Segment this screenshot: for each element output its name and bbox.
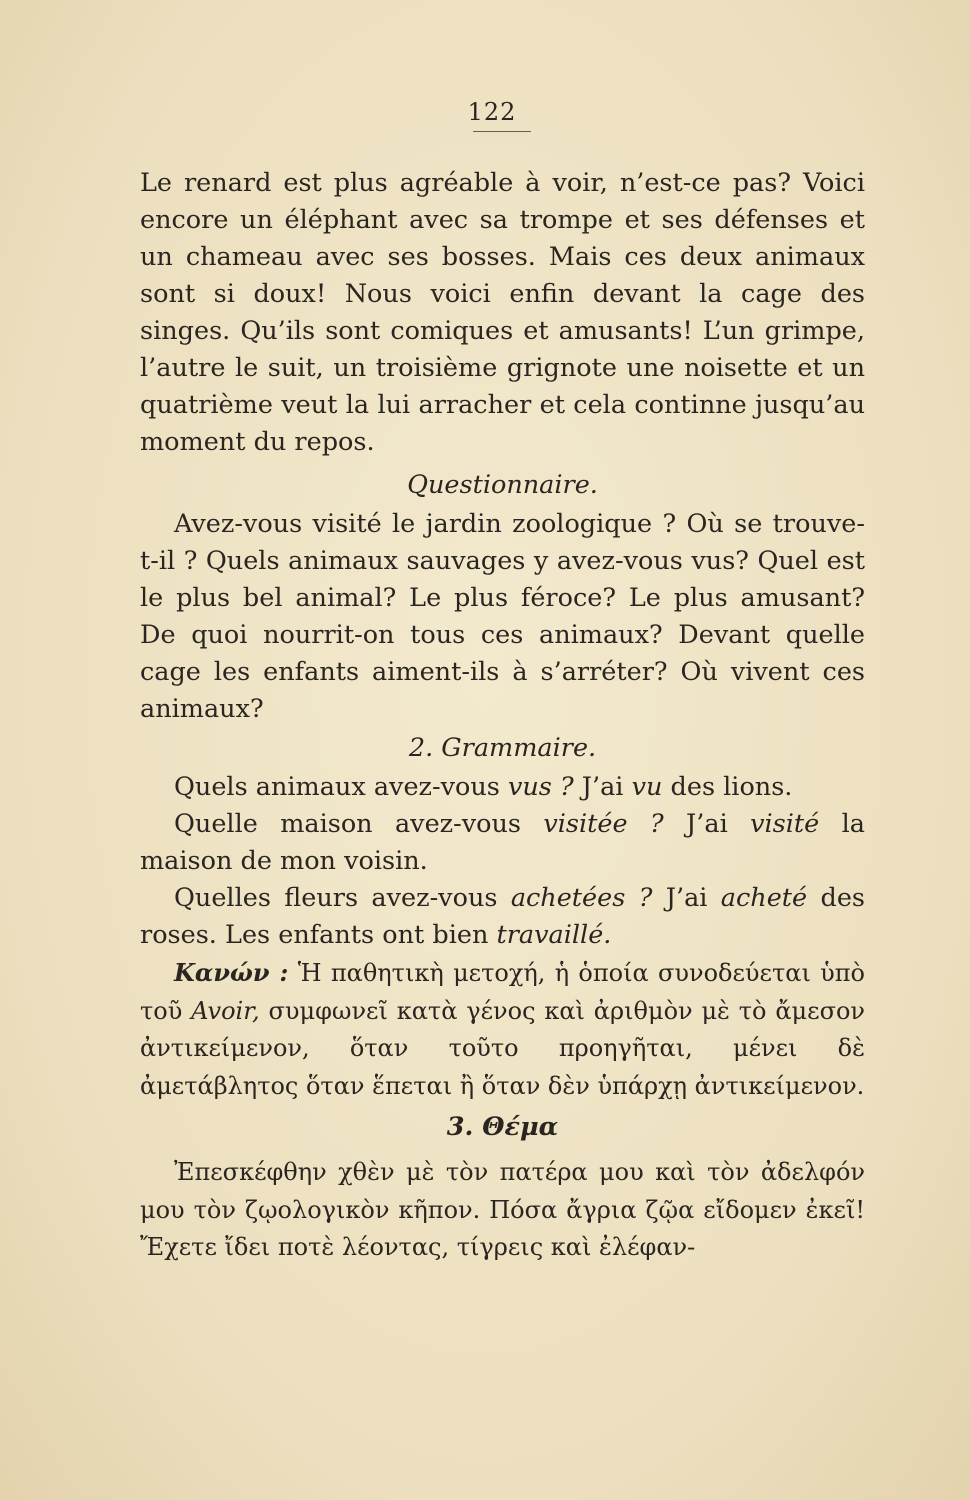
heading-grammaire: 2. Grammaire. <box>408 733 597 763</box>
grammar-text: Quels animaux avez-vous <box>174 772 508 802</box>
heading-thema: 3. Θέμα <box>446 1112 559 1142</box>
grammar-text: Quelle maison avez-vous <box>174 809 544 839</box>
grammar-text: la maison de mon voisin. <box>140 809 865 876</box>
grammar-emphasis: acheté <box>720 883 808 913</box>
thema-text: Ἐπεσκέφθην χθὲν μὲ τὸν πατέρα μου καὶ τὸν ἀδελφόν μου τὸν ζῳολογικὸν κῆπον. Πόσα ἄγρια ζῷα εἴδομεν ἐκεῖ! Ἔχετε ἴδει ποτὲ λέοντας, τίγρεις καὶ ἐλέφαν- <box>140 1158 865 1261</box>
grammar-emphasis: visité <box>750 809 820 839</box>
rule-label: Κανών : <box>174 958 289 987</box>
grammar-text: des roses. Les enfants ont bien <box>140 883 866 950</box>
grammar-example-2 <box>140 806 865 880</box>
rule-avoir: Avoir, <box>191 996 260 1025</box>
page-body <box>140 165 865 1267</box>
grammar-rule <box>140 954 865 1105</box>
grammar-text: Quelles fleurs avez-vous <box>174 883 511 913</box>
rule-text: Ἡ παθητικὴ μετοχή, ἡ ὁποία συνοδεύεται ὑπὸ τοῦ <box>140 959 865 1025</box>
grammar-text: des lions. <box>662 772 793 802</box>
grammar-emphasis: vus ? <box>507 772 574 802</box>
page-number: 122 <box>467 98 517 126</box>
grammar-text: J’ai <box>573 772 632 802</box>
page-number-rule <box>473 131 531 132</box>
grammar-emphasis: vu <box>631 772 663 802</box>
grammar-emphasis: travaillé. <box>496 920 612 950</box>
grammar-text: J’ai <box>652 883 721 913</box>
heading-questionnaire: Questionnaire. <box>407 470 598 500</box>
grammar-example-1 <box>140 769 865 806</box>
grammar-emphasis: visitée ? <box>543 809 664 839</box>
rule-text: συμφωνεῖ κατὰ γένος καὶ ἀριθμὸν μὲ τὸ ἄμεσον ἀντικείμενον, ὅταν τοῦτο προηγῆται, μένει δὲ ἀμετάβλητος ὅταν ἕπεται ἢ ὅταν δὲν ὑπάρχῃ ἀντικείμενον. <box>140 996 865 1100</box>
grammar-emphasis: achetées ? <box>510 883 653 913</box>
questionnaire-text: Avez-vous visité le jardin zoologique ? Où se trouve-t-il ? Quels animaux sauvages y avez-vous vus? Quel est le plus bel animal? Le plus féroce? Le plus amusant? De quoi nourrit-on tous ces animaux? Devant quelle cage les enfants aiment-ils à s’arréter? Où vivent ces animaux? <box>140 509 865 724</box>
grammar-text: J’ai <box>663 809 751 839</box>
paragraph-zoo-visit: Le renard est plus agréable à voir, n’est-ce pas? Voici encore un éléphant avec sa trompe et ses défenses et un chameau avec ses bosses. Mais ces deux animaux sont si doux! Nous voici enfin devant la cage des singes. Qu’ils sont comiques et amusants! L’un grimpe, l’autre le suit, un troisième grignote une noisette et un quatrième veut la lui arracher et cela continne jusqu’au moment du repos. <box>140 168 865 457</box>
grammar-example-3 <box>140 880 865 954</box>
